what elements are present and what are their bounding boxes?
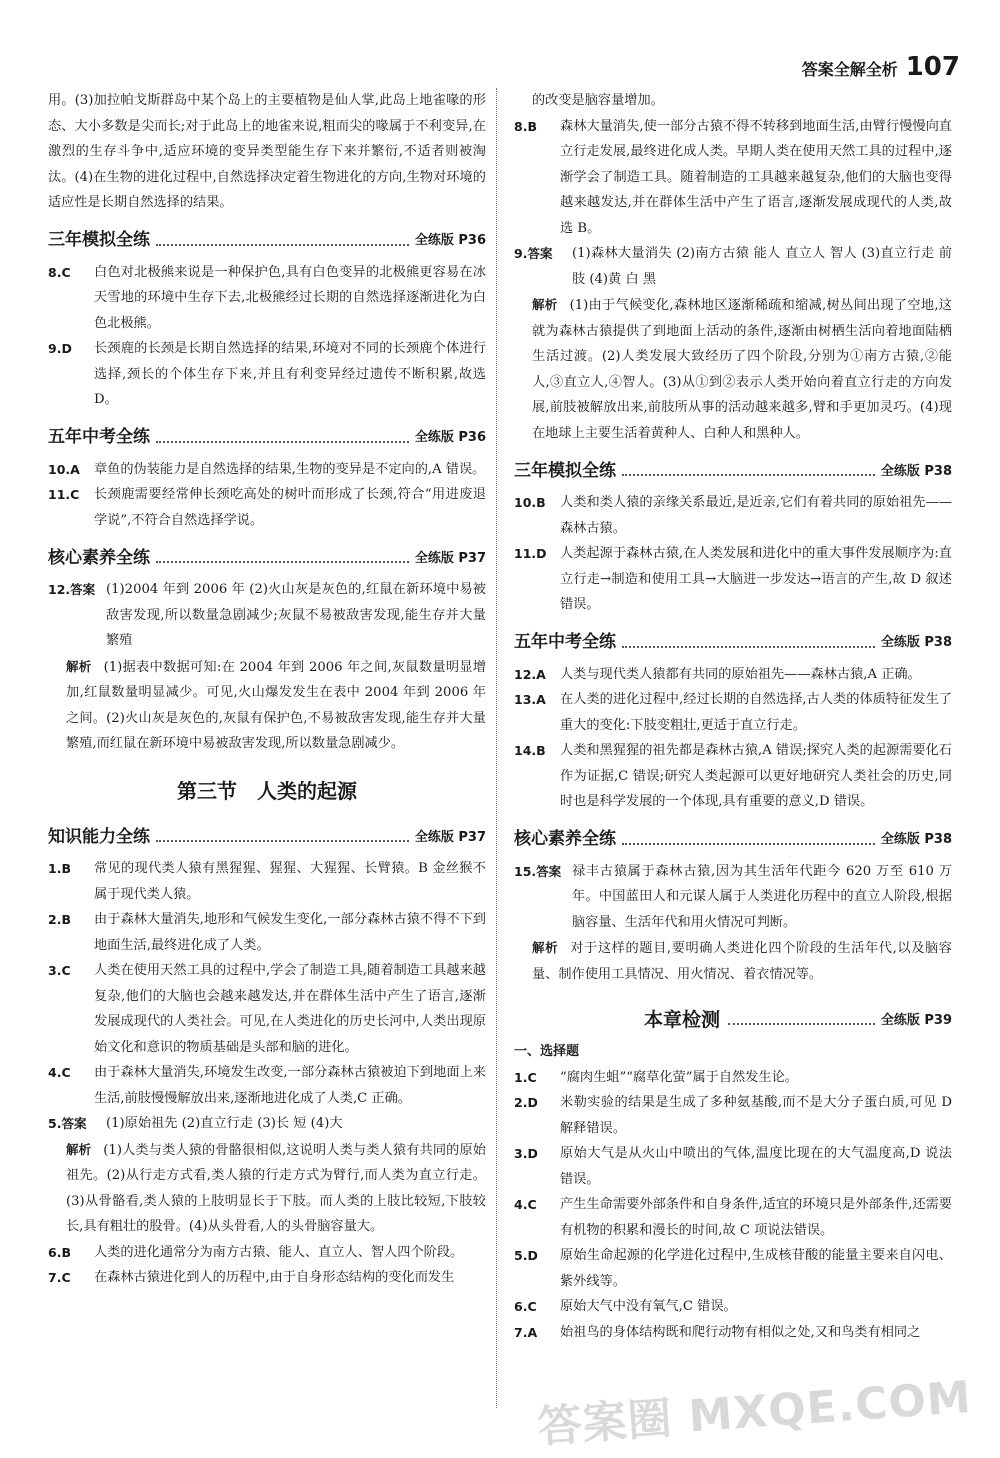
answer-number: 2.D	[514, 1095, 538, 1110]
section-title: 三年模拟全练	[48, 230, 150, 250]
answer-number: 4.C	[514, 1197, 537, 1212]
section-header	[48, 224, 486, 254]
answer-text: 长颈鹿需要经常伸长颈吃高处的树叶而形成了长颈,符合“用进废退学说”,不符合自然选择学说。	[94, 487, 486, 528]
answer-item	[514, 1243, 952, 1294]
leader-dots	[622, 474, 875, 476]
answer-item	[514, 1141, 952, 1192]
right-column	[514, 88, 952, 1345]
analysis-text: (1)由于气候变化,森林地区逐渐稀疏和缩减,树丛间出现了空地,这就为森林古猿提供了到地面上活动的条件,逐渐由树栖生活向着地面陆栖生活过渡。(2)人类发展大致经历了四个阶段,分别为①南方古猿,②能人,③直立人,④智人。(3)从①到②表示人类开始向着直立行走的方向发展,前肢被解放出来,前肢所从事的活动越来越多,臂和手更加灵巧。(4)现在地球上主要生活着黄种人、白种人和黑种人。	[532, 298, 952, 441]
leader-dots	[622, 646, 875, 648]
answer-number: 7.A	[514, 1324, 538, 1340]
watermark-logo: 答案圈 MXQE.COM	[536, 1371, 974, 1454]
leader-dots	[728, 1023, 875, 1025]
column-divider	[496, 88, 497, 1408]
header-title: 答案全解全析	[801, 60, 898, 79]
answer-item	[514, 241, 952, 292]
continued-paragraph: 的改变是脑容量增加。	[532, 93, 664, 108]
answer-number: 12.答案	[48, 582, 96, 597]
answer-text: 由于森林大量消失,地形和气候发生变化,一部分森林古猿不得不下到地面生活,最终进化成了人类。	[94, 912, 486, 953]
answer-text: 人类和类人猿的亲缘关系最近,是近亲,它们有着共同的原始祖先——森林古猿。	[560, 495, 952, 536]
answer-text: 产生生命需要外部条件和自身条件,适宜的环境只是外部条件,还需要有机物的积累和漫长的时间,故 C 项说法错误。	[560, 1197, 952, 1238]
analysis	[514, 935, 952, 987]
analysis	[48, 1137, 486, 1240]
answer-text: (1)森林大量消失 (2)南方古猿 能人 直立人 智人 (3)直立行走 前肢 (4)黄 白 黑	[572, 246, 952, 287]
answer-item	[514, 490, 952, 541]
answer-item	[48, 336, 486, 413]
answer-item	[514, 1192, 952, 1243]
section-title: 本章检测	[644, 1008, 721, 1031]
answer-text: 原始大气中没有氧气,C 错误。	[560, 1299, 737, 1314]
answer-text: (1)原始祖先 (2)直立行走 (3)长 短 (4)大	[106, 1116, 343, 1131]
answer-number: 5.D	[514, 1248, 538, 1263]
section-title: 核心素养全练	[514, 829, 616, 849]
answer-number: 6.C	[514, 1299, 537, 1314]
answer-number: 10.B	[514, 495, 546, 510]
section-version: 全练版 P37	[414, 550, 486, 566]
analysis-label: 解析	[532, 297, 558, 312]
answer-item	[514, 114, 952, 242]
answer-text: 人类在使用天然工具的过程中,学会了制造工具,随着制造工具越来越复杂,他们的大脑也会越来越发达,并在群体生活中产生了语言,逐渐发展成现代的人类社会。可见,在人类进化的历史长河中,人类出现原始文化和意识的物质基础是头部和脑的进化。	[94, 963, 486, 1055]
answer-text: 长颈鹿的长颈是长期自然选择的结果,环境对不同的长颈鹿个体进行选择,颈长的个体生存下来,并且有利变异经过遗传不断积累,故选 D。	[94, 341, 486, 407]
continued-paragraph: 用。(3)加拉帕戈斯群岛中某个岛上的主要植物是仙人掌,此岛上地雀喙的形态、大小多数是尖而长;对于此岛上的地雀来说,粗而尖的喙属于不利变异,在激烈的生存斗争中,适应环境的变异类型能生存下来并繁衍,不适者则被淘汰。(4)在生物的进化过程中,自然选择决定着生物进化的方向,生物对环境的适应性是长期自然选择的结果。	[48, 93, 486, 210]
chapter-title: 第三节 人类的起源	[177, 778, 357, 803]
answer-number: 14.B	[514, 743, 546, 758]
answer-text: “腐肉生蛆”“腐草化萤”属于自然发生论。	[560, 1069, 798, 1085]
section-version: 全练版 P36	[414, 233, 486, 248]
leader-dots	[156, 840, 409, 842]
answer-item	[514, 687, 952, 738]
answer-text: 森林大量消失,使一部分古猿不得不转移到地面生活,由臂行慢慢向直立行走发展,最终进化成人类。早期人类在使用天然工具的过程中,逐渐学会了制造工具。随着制造的工具越来越复杂,他们的大脑也变得越来越发达,并在群体生活中产生了语言,逐渐发展成现代的人类,故选 B。	[560, 118, 952, 236]
answer-text: 原始生命起源的化学进化过程中,生成核苷酸的能量主要来自闪电、紫外线等。	[560, 1248, 952, 1289]
analysis-label: 解析	[66, 1141, 92, 1157]
answer-text: 章鱼的伪装能力是自然选择的结果,生物的变异是不定向的,A 错误。	[94, 461, 486, 477]
leader-dots	[156, 441, 409, 443]
section-header	[514, 823, 952, 853]
analysis-label: 解析	[66, 658, 92, 674]
answer-item	[514, 859, 952, 936]
answer-item	[514, 1294, 952, 1320]
answer-number: 8.B	[514, 118, 537, 134]
analysis-text: (1)据表中数据可知:在 2004 年到 2006 年之间,灰鼠数量明显增加,红鼠数量明显减少。可见,火山爆发发生在表中 2004 年到 2006 年之间。(2)火山灰是灰色的,灰鼠有保护色,不易被敌害发现,能生存并大量繁殖,而红鼠在新环境中易被敌害发现,所以数量急剧减少。	[66, 659, 486, 751]
answer-number: 10.A	[48, 461, 80, 477]
section-title: 五年中考全练	[514, 632, 616, 652]
answer-item	[48, 958, 486, 1060]
answer-text: 在人类的进化过程中,经过长期的自然选择,古人类的体质特征发生了重大的变化:下肢变粗壮,更适于直立行走。	[560, 692, 952, 733]
answer-text: 人类与现代类人猿都有共同的原始祖先——森林古猿,A 正确。	[560, 666, 921, 682]
answer-number: 12.A	[514, 666, 546, 682]
section-version: 全练版 P38	[880, 832, 952, 847]
answer-item	[48, 1265, 486, 1291]
answer-text: 白色对北极熊来说是一种保护色,具有白色变异的北极熊更容易在冰天雪地的环境中生存下去,北极熊经过长期的自然选择逐渐进化为白色北极熊。	[94, 264, 486, 331]
section-version: 全练版 P39	[880, 1012, 952, 1028]
answer-number: 4.C	[48, 1065, 71, 1080]
answer-number: 3.C	[48, 963, 71, 978]
page-header	[802, 52, 960, 82]
answer-number: 7.C	[48, 1270, 71, 1285]
left-column	[48, 88, 486, 1291]
answer-item	[514, 1090, 952, 1141]
answer-item	[48, 482, 486, 533]
leader-dots	[156, 561, 409, 563]
answer-item	[48, 856, 486, 907]
answer-text: 在森林古猿进化到人的历程中,由于自身形态结构的变化而发生	[94, 1270, 455, 1285]
section-version: 全练版 P38	[880, 463, 952, 479]
subsection-heading: 一、选择题	[514, 1044, 580, 1059]
analysis-label: 解析	[532, 940, 559, 955]
section-title: 五年中考全练	[48, 427, 150, 447]
answer-text: 人类和黑猩猩的祖先都是森林古猿,A 错误;探究人类的起源需要化石作为证据,C 错误;研究人类起源可以更好地研究人类社会的历史,同时也是科学发展的一个体现,具有重要的意义,D 错误。	[560, 743, 952, 809]
answer-number: 5.答案	[48, 1116, 87, 1131]
answer-number: 9.D	[48, 341, 72, 356]
answer-text: 原始大气是从火山中喷出的气体,温度比现在的大气温度高,D 说法错误。	[560, 1146, 952, 1187]
page-number: 107	[905, 52, 960, 82]
answer-text: 米勒实验的结果是生成了多种氨基酸,而不是大分子蛋白质,可见 D 解释错误。	[560, 1095, 952, 1136]
answer-number: 1.B	[48, 861, 71, 876]
answer-text: 由于森林大量消失,环境发生改变,一部分森林古猿被迫下到地面上来生活,前肢慢慢解放出来,逐渐地进化成了人类,C 正确。	[94, 1065, 486, 1106]
section-header	[514, 626, 952, 656]
section-version: 全练版 P38	[880, 635, 952, 650]
answer-text: 人类的进化通常分为南方古猿、能人、直立人、智人四个阶段。	[94, 1244, 464, 1260]
section-title: 知识能力全练	[48, 826, 150, 847]
answer-text: (1)2004 年到 2006 年 (2)火山灰是灰色的,红鼠在新环境中易被敌害发现,所以数量急剧减少;灰鼠不易被敌害发现,能生存并大量繁殖	[106, 582, 486, 648]
answer-item	[514, 541, 952, 618]
answer-number: 13.A	[514, 692, 546, 707]
answer-number: 2.B	[48, 912, 71, 927]
answer-item	[514, 662, 952, 688]
analysis-text: 对于这样的题目,要明确人类进化四个阶段的生活年代,以及脑容量、制作使用工具情况、用火情况、着衣情况等。	[532, 941, 952, 982]
section-title: 三年模拟全练	[514, 460, 616, 481]
answer-item	[514, 1065, 952, 1091]
answer-text: 始祖鸟的身体结构既和爬行动物有相似之处,又和鸟类有相同之	[560, 1324, 921, 1340]
leader-dots	[156, 244, 409, 246]
section-header	[48, 541, 486, 571]
answer-item	[48, 907, 486, 958]
chapter-test-header	[514, 1001, 952, 1033]
section-version: 全练版 P37	[414, 829, 486, 845]
answer-item	[514, 1320, 952, 1346]
answer-number: 9.答案	[514, 246, 553, 261]
answer-item	[48, 1060, 486, 1111]
answer-number: 1.C	[514, 1069, 537, 1085]
answer-number: 3.D	[514, 1146, 538, 1161]
section-version: 全练版 P36	[414, 430, 486, 445]
section-header	[514, 454, 952, 484]
answer-item	[48, 577, 486, 654]
answer-item	[48, 1111, 486, 1137]
answer-text: 常见的现代类人猿有黑猩猩、猩猩、大猩猩、长臂猿。B 金丝猴不属于现代类人猿。	[94, 861, 486, 902]
answer-number: 6.B	[48, 1244, 71, 1260]
answer-item	[48, 260, 486, 337]
answer-number: 11.C	[48, 487, 80, 502]
answer-number: 11.D	[514, 546, 547, 561]
analysis-text: (1)人类与类人猿的骨骼很相似,这说明人类与类人猿有共同的原始祖先。(2)从行走方式看,类人猿的行走方式为臂行,而人类为直立行走。(3)从骨骼看,类人猿的上肢明显长于下肢。而人类的上肢比较短,下肢较长,具有粗壮的股骨。(4)从头骨看,人的头骨脑容量大。	[66, 1142, 486, 1234]
answer-text: 禄丰古猿属于森林古猿,因为其生活年代距今 620 万至 610 万年。中国蓝田人和元谋人属于人类进化历程中的直立人阶段,根据脑容量、生活年代和用火情况可判断。	[572, 863, 952, 930]
section-title: 核心素养全练	[48, 547, 150, 568]
answer-text: 人类起源于森林古猿,在人类发展和进化中的重大事件发展顺序为:直立行走→制造和使用工具→大脑进一步发达→语言的产生,故 D 叙述错误。	[560, 546, 952, 612]
answer-number: 8.C	[48, 264, 71, 280]
answer-item	[48, 1240, 486, 1266]
answer-item	[48, 457, 486, 483]
analysis	[514, 292, 952, 446]
analysis	[48, 654, 486, 757]
leader-dots	[622, 843, 875, 845]
answer-number: 15.答案	[514, 863, 562, 879]
answer-item	[514, 738, 952, 815]
section-header	[48, 421, 486, 451]
section-header	[48, 820, 486, 850]
